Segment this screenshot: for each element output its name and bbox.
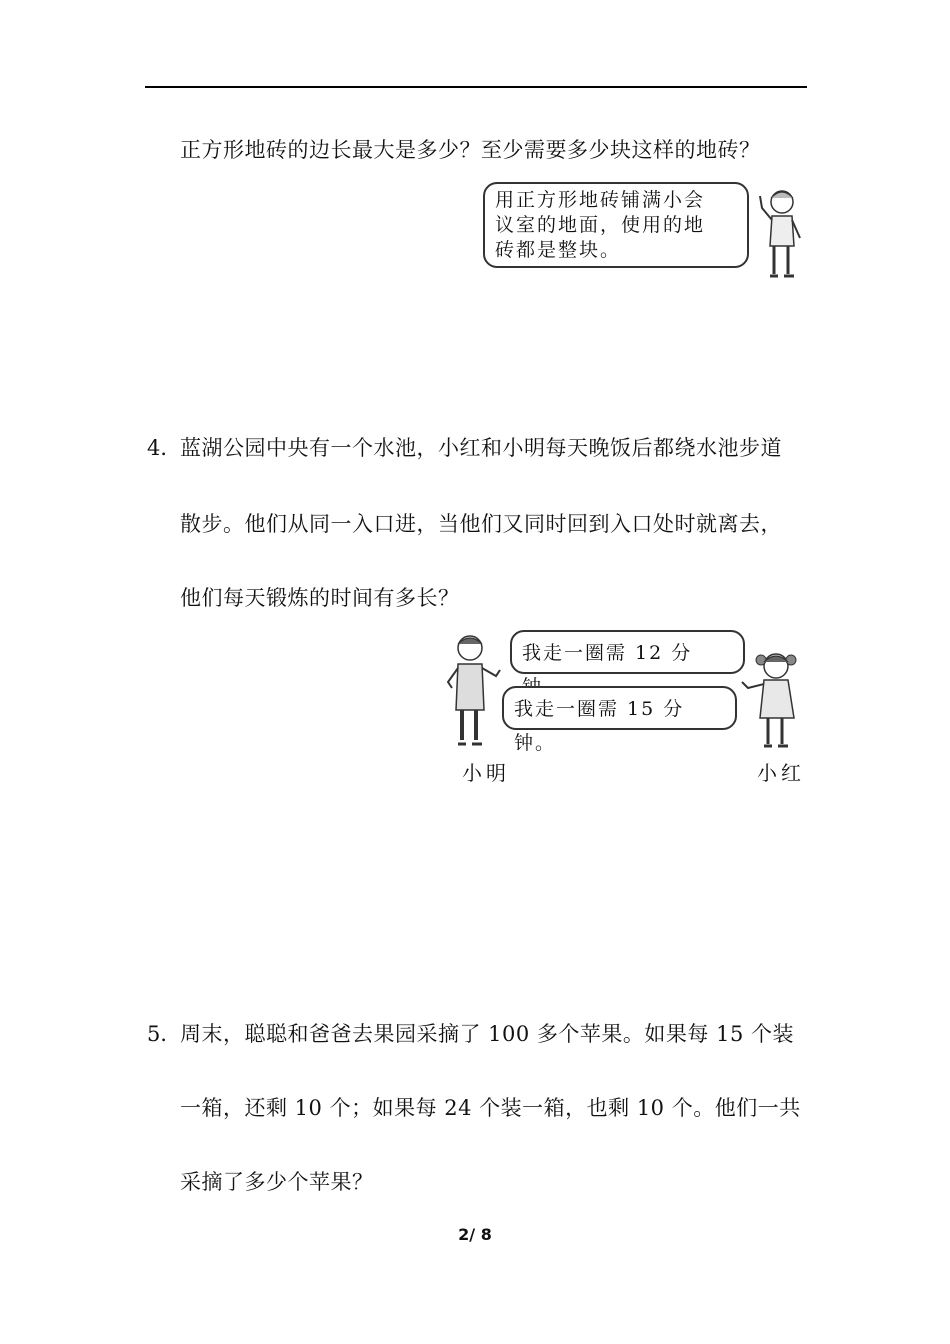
q4-text-line: 散步。他们从同一入口进，当他们又同时回到入口处时就离去， [180, 512, 782, 536]
name-xiaoming: 小明 [462, 761, 510, 785]
q5-text-line: 周末，聪聪和爸爸去果园采摘了 100 多个苹果。如果每 15 个装 [180, 1022, 795, 1046]
header-rule [145, 86, 807, 88]
bubble-line: 砖都是整块。 [495, 239, 622, 261]
q4-text-line: 他们每天锻炼的时间有多长？ [180, 586, 460, 610]
bubble-line: 议室的地面，使用的地 [495, 214, 706, 236]
q5-number: 5． [147, 1022, 182, 1046]
q5-text-line: 一箱，还剩 10 个；如果每 24 个装一箱，也剩 10 个。他们一共 [180, 1096, 801, 1120]
q5-text-line: 采摘了多少个苹果？ [180, 1170, 374, 1194]
page-number: 2/ 8 [458, 1225, 492, 1244]
speech-bubble-q3 [483, 182, 749, 268]
q4-text-line: 蓝湖公园中央有一个水池，小红和小明每天晚饭后都绕水池步道 [180, 436, 782, 460]
q3-text-line: 正方形地砖的边长最大是多少？至少需要多少块这样的地砖？ [180, 138, 761, 162]
bubble-line: 用正方形地砖铺满小会 [495, 189, 706, 211]
q4-number: 4． [147, 436, 182, 460]
name-xiaohong: 小红 [757, 761, 805, 785]
speech-bubble-xiaohong: 我走一圈需 15 分钟。 [502, 686, 737, 730]
xiaohong-figure-icon [738, 648, 808, 752]
speech-bubble-xiaoming: 我走一圈需 12 分 [510, 630, 745, 674]
boy-figure-q3-icon [752, 186, 808, 282]
xiaoming-figure-icon [442, 632, 504, 750]
